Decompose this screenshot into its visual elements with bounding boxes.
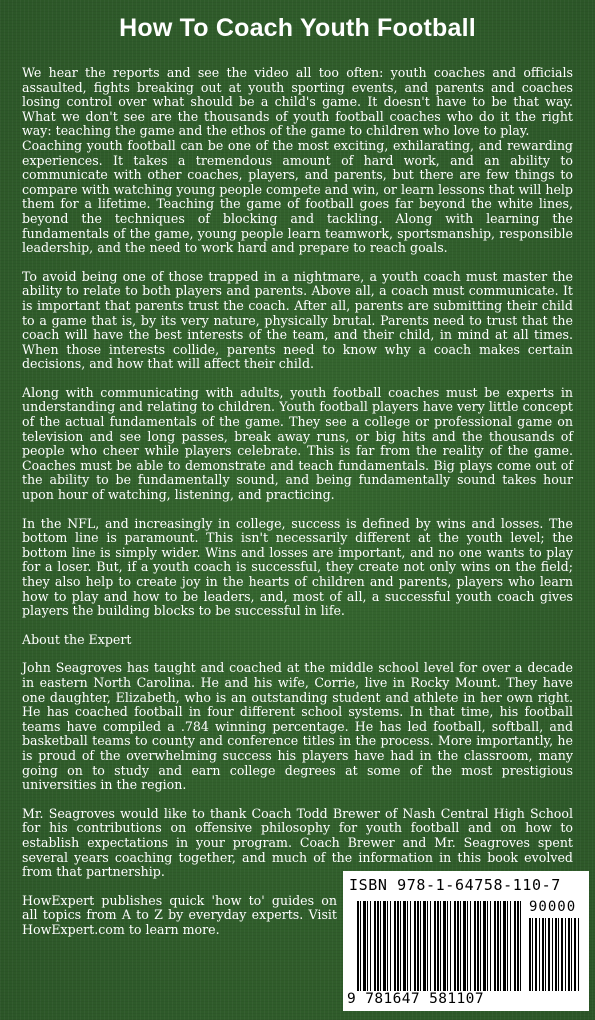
paragraph-author-bio: John Seagroves has taught and coached at the middle school level for over a decade in eastern North Carolina. He and his wife, Corrie, live in Rocky Mount. They have one daughter, Elizabeth, who is an outstanding student and athlete in her own right. He has coached football in four different school systems. In that time, his football teams have compiled a .784 winning percentage. He has led football, softball, and basketball teams to county and conference titles in the process. More importantly, he is proud of the overwhelming success his players have had in the classroom, many going on to study and earn college degrees at some of the most prestigious universities in the region.	[22, 660, 573, 793]
paragraph-acknowledgment: Mr. Seagroves would like to thank Coach Todd Brewer of Nash Central High School for his contributions on offensive philosophy for youth football and on how to establish expectations in your program. Coach Brewer and Mr. Seagroves spent several years coaching together, and much of the information in this book evolved from that partnership.	[22, 805, 573, 880]
price-code: 90000	[529, 899, 577, 915]
paragraph-children: Along with communicating with adults, youth football coaches must be experts in understanding and relating to children. Youth football players have very little concept of the actual fundamentals of the game. They see a college or professional game on television and see long passes, break away runs, or big hits and the thousands of people who cheer while players celebrate. This is far from the reality of the game. Coaches must be able to demonstrate and teach fundamentals. Big plays come out of the ability to be fundamentally sound, and being fundamentally sound takes hour upon hour of watching, listening, and practicing.	[22, 384, 573, 503]
about-expert-heading: About the Expert	[22, 631, 132, 647]
cover-title: How To Coach Youth Football	[119, 14, 476, 42]
paragraph-intro: We hear the reports and see the video all too often: youth coaches and officials assaulted, fights breaking out at youth sporting events, and parents and coaches losing control over what should be a child's game. It doesn't have to be that way. What we don't see are the thousands of youth football coaches who do it the right way: teaching the game and the ethos of the game to children who love to play.	[22, 65, 573, 139]
paragraph-parents: To avoid being one of those trapped in a nightmare, a youth coach must master the ability to relate to both players and parents. Above all, a coach must communicate. It is important that parents trust the coach. After all, parents are submitting their child to a game that is, by its very nature, physically brutal. Parents need to trust that the coach will have the best interests of the team, and their child, in mind at all times. When those interests collide, parents need to know why a coach makes certain decisions, and how that will affect their child.	[22, 268, 573, 372]
ean-number: 9 781647 581107	[347, 991, 484, 1007]
isbn-barcode	[343, 871, 589, 1011]
addon-barcode-bars-icon	[529, 918, 579, 991]
barcode-bars-icon	[357, 901, 521, 991]
paragraph-publisher: HowExpert publishes quick 'how to' guides on all topics from A to Z by everyday experts. Visit HowExpert.com to learn more.	[22, 892, 337, 937]
paragraph-coaching: Coaching youth football can be one of the most exciting, exhilarating, and rewarding experiences. It takes a tremendous amount of hard work, and an ability to communicate with other coaches, players, and parents, but there are few things to compare with watching young people compete and win, or learn lessons that will help them for a lifetime. Teaching the game of football goes far beyond the white lines, beyond the techniques of blocking and tackling. Along with learning the fundamentals of the game, young people learn teamwork, sportsmanship, responsible leadership, and the need to work hard and prepare to reach goals.	[22, 137, 573, 256]
blurb-text	[22, 66, 573, 951]
isbn-number: ISBN 978-1-64758-110-7	[349, 876, 561, 894]
paragraph-success: In the NFL, and increasingly in college, success is defined by wins and losses. The bottom line is paramount. This isn't necessarily different at the youth level; the bottom line is simply wider. Wins and losses are important, and no one wants to play for a loser. But, if a youth coach is successful, they create not only wins on the field; they also help to create joy in the hearts of children and parents, players who learn how to play and how to be leaders, and, most of all, a successful youth coach gives players the building blocks to be successful in life.	[22, 515, 573, 619]
